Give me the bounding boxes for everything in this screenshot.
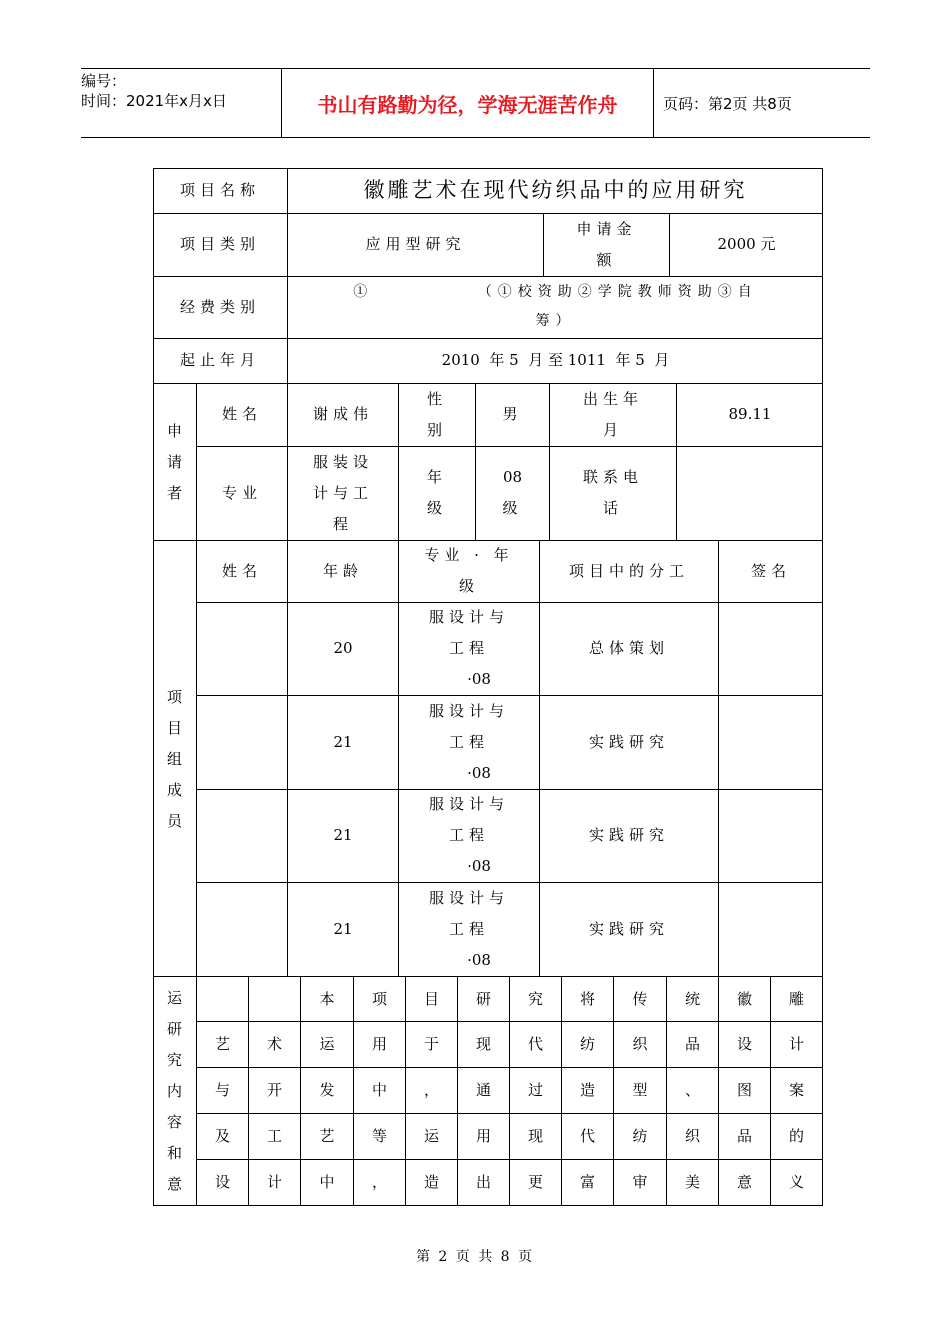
group-label-char: 申 (166, 422, 182, 440)
research-char-cell (249, 977, 300, 1021)
header-page-number: 页码：第2页 共8页 (663, 94, 792, 113)
members-header-sign: 签名 (750, 561, 791, 580)
research-char-cell: 的 (788, 1127, 804, 1145)
members-header-role: 项目中的分工 (568, 561, 689, 580)
research-char-cell: 代 (527, 1035, 543, 1053)
group-label-char: 究 (166, 1051, 182, 1069)
research-char-cell: 更 (527, 1173, 543, 1191)
group-label-char: 目 (166, 719, 182, 737)
member-sign-cell (719, 695, 823, 789)
research-char-cell: 术 (266, 1035, 282, 1053)
member-age-cell: 21 (333, 732, 353, 751)
member-major-line: 工程 (448, 732, 489, 751)
group-label-char: 成 (166, 781, 182, 799)
group-label-char: 项 (166, 688, 182, 706)
members-header-major-grade: 专业 · 年 级 (424, 546, 514, 595)
applicant-major-label: 专业 (221, 483, 262, 502)
birth-value: 89.11 (728, 405, 772, 423)
member-major-cell (399, 789, 539, 882)
page-header (81, 68, 870, 138)
research-char-cell: 品 (736, 1127, 752, 1145)
research-char-cell: 等 (371, 1127, 387, 1145)
research-char-cell: 出 (475, 1173, 491, 1191)
member-major-line: ·08 (467, 950, 491, 969)
research-char-cell: 与 (214, 1081, 230, 1099)
member-major-line: ·08 (467, 670, 491, 688)
amount-label: 申请金 额 (576, 219, 637, 269)
member-age-cell: 20 (333, 639, 353, 657)
research-char-cell: 开 (266, 1081, 282, 1099)
project-category-label: 项目类别 (179, 235, 260, 253)
research-char-cell: 设 (214, 1173, 230, 1191)
research-char-cell: ， (371, 1173, 387, 1191)
research-char-cell: 造 (423, 1173, 439, 1191)
research-char-cell: 计 (788, 1035, 804, 1053)
research-char-cell: 雕 (788, 989, 804, 1008)
research-char-cell: ， (423, 1081, 439, 1099)
phone-value (677, 446, 823, 540)
member-major-cell (399, 882, 539, 976)
member-major-cell (399, 602, 539, 695)
member-role-cell: 实践研究 (588, 919, 669, 938)
header-date: 时间：2021年x月x日 (81, 92, 227, 110)
research-char-cell: 图 (736, 1081, 752, 1099)
member-role-cell: 实践研究 (588, 826, 669, 844)
member-major-line: 工程 (448, 639, 489, 657)
research-char-cell: 目 (423, 989, 439, 1008)
major-line: 计与工 (312, 483, 373, 502)
research-char-cell: 现 (475, 1035, 491, 1053)
research-char-cell: 美 (684, 1173, 700, 1191)
research-char-cell: 运 (319, 1035, 335, 1053)
group-label-char: 组 (166, 750, 182, 768)
research-char-cell: 品 (684, 1035, 700, 1053)
member-name-cell (197, 602, 287, 695)
grade-label: 年 级 (426, 468, 447, 517)
fund-type-value: ① （①校资助②学院教师资助③自 筹） (353, 284, 758, 329)
research-char-cell: 、 (684, 1081, 700, 1099)
member-sign-cell (719, 882, 823, 976)
member-major-line: 工程 (448, 919, 489, 938)
member-age-cell: 21 (333, 826, 353, 844)
research-char-cell: 徽 (736, 989, 752, 1008)
gender-value: 男 (502, 405, 523, 423)
doc-number-label: 编号： (81, 72, 127, 90)
group-label-char: 和 (166, 1144, 182, 1162)
research-char-cell: 审 (632, 1173, 648, 1191)
period-label: 起止年月 (179, 351, 260, 369)
application-form-table (153, 168, 823, 1206)
member-major-cell (399, 695, 539, 789)
member-name-cell (197, 882, 287, 976)
research-char-cell: 义 (788, 1173, 804, 1191)
group-label-char: 研 (166, 1020, 182, 1038)
member-role-cell: 实践研究 (588, 732, 669, 751)
amount-value: 2000 元 (717, 235, 776, 253)
research-char-cell: 于 (423, 1035, 439, 1053)
project-name-value: 徽雕艺术在现代纺织品中的应用研究 (363, 178, 748, 202)
header-motto: 书山有路勤为径，学海无涯苦作舟 (317, 92, 618, 117)
fund-type-label: 经费类别 (179, 297, 260, 316)
research-char-cell: 中 (319, 1173, 335, 1191)
research-char-cell: 现 (527, 1127, 543, 1145)
research-char-cell: 艺 (214, 1035, 230, 1053)
research-char-cell: 造 (579, 1081, 595, 1099)
member-role-cell: 总体策划 (588, 639, 669, 657)
research-char-cell: 过 (527, 1081, 543, 1099)
member-major-line: ·08 (467, 857, 491, 875)
research-char-cell: 项 (371, 989, 387, 1008)
research-char-cell: 究 (527, 989, 543, 1008)
applicant-name-label: 姓名 (221, 405, 262, 423)
member-major-line: 服设计与 (428, 795, 509, 813)
research-char-cell: 计 (266, 1173, 282, 1191)
group-label-char: 员 (166, 812, 182, 830)
research-char-cell: 中 (371, 1081, 387, 1099)
major-line: 程 (332, 514, 353, 533)
research-group-label (153, 983, 196, 1200)
major-line: 服装设 (312, 452, 373, 471)
member-major-line: 服设计与 (428, 888, 509, 907)
group-label-char: 请 (166, 453, 182, 471)
members-header-name: 姓名 (221, 561, 262, 580)
research-char-cell: 富 (579, 1173, 595, 1191)
member-major-line: ·08 (467, 763, 491, 782)
applicant-group-label (153, 416, 196, 509)
member-major-line: 服设计与 (428, 701, 509, 720)
research-char-cell: 艺 (319, 1127, 335, 1145)
research-char-cell: 工 (266, 1127, 282, 1145)
members-header-age: 年龄 (322, 561, 363, 580)
group-label-char: 运 (166, 989, 182, 1007)
research-char-cell: 及 (214, 1127, 230, 1145)
research-char-cell: 用 (371, 1035, 387, 1053)
group-label-char: 内 (166, 1082, 182, 1100)
members-group-label (153, 682, 196, 837)
member-name-cell (197, 695, 287, 789)
research-char-cell: 运 (423, 1127, 439, 1145)
group-label-char: 容 (166, 1113, 182, 1131)
research-char-cell: 纺 (632, 1127, 648, 1145)
research-char-cell: 意 (736, 1173, 752, 1191)
research-char-cell: 研 (475, 989, 491, 1008)
research-char-cell: 织 (684, 1127, 700, 1145)
phone-label: 联系电 话 (582, 468, 643, 517)
research-char-cell: 用 (475, 1127, 491, 1145)
applicant-name-value: 谢成伟 (312, 405, 373, 423)
period-value: 2010 年 5 月 至 1011 年 5 月 (441, 351, 670, 369)
research-char-cell: 纺 (579, 1035, 595, 1053)
project-name-label: 项目名称 (179, 181, 260, 199)
group-label-char: 者 (166, 484, 182, 502)
research-char-cell: 发 (319, 1081, 335, 1099)
research-char-cell: 案 (788, 1081, 804, 1099)
member-sign-cell (719, 602, 823, 695)
research-char-cell: 织 (632, 1035, 648, 1053)
group-label-char: 意 (166, 1175, 182, 1193)
research-char-cell (197, 977, 248, 1021)
research-char-cell: 本 (319, 989, 335, 1008)
research-char-cell: 将 (579, 989, 595, 1008)
member-sign-cell (719, 789, 823, 882)
page-footer: 第 2 页 共 8 页 (415, 1249, 535, 1265)
research-char-cell: 设 (736, 1035, 752, 1053)
grade-value: 08 级 (502, 468, 523, 517)
research-char-cell: 代 (579, 1127, 595, 1145)
research-char-cell: 传 (632, 989, 648, 1008)
birth-label: 出生年 月 (582, 389, 643, 439)
member-name-cell (197, 789, 287, 882)
applicant-major-value (288, 446, 398, 540)
research-char-cell: 统 (684, 989, 700, 1008)
member-age-cell: 21 (333, 919, 353, 938)
gender-label: 性 别 (426, 389, 447, 439)
member-major-line: 工程 (448, 826, 489, 844)
project-category-value: 应用型研究 (365, 235, 466, 253)
research-char-cell: 型 (632, 1081, 648, 1099)
member-major-line: 服设计与 (428, 608, 509, 626)
research-char-cell: 通 (475, 1081, 491, 1099)
header-meta (81, 69, 281, 139)
